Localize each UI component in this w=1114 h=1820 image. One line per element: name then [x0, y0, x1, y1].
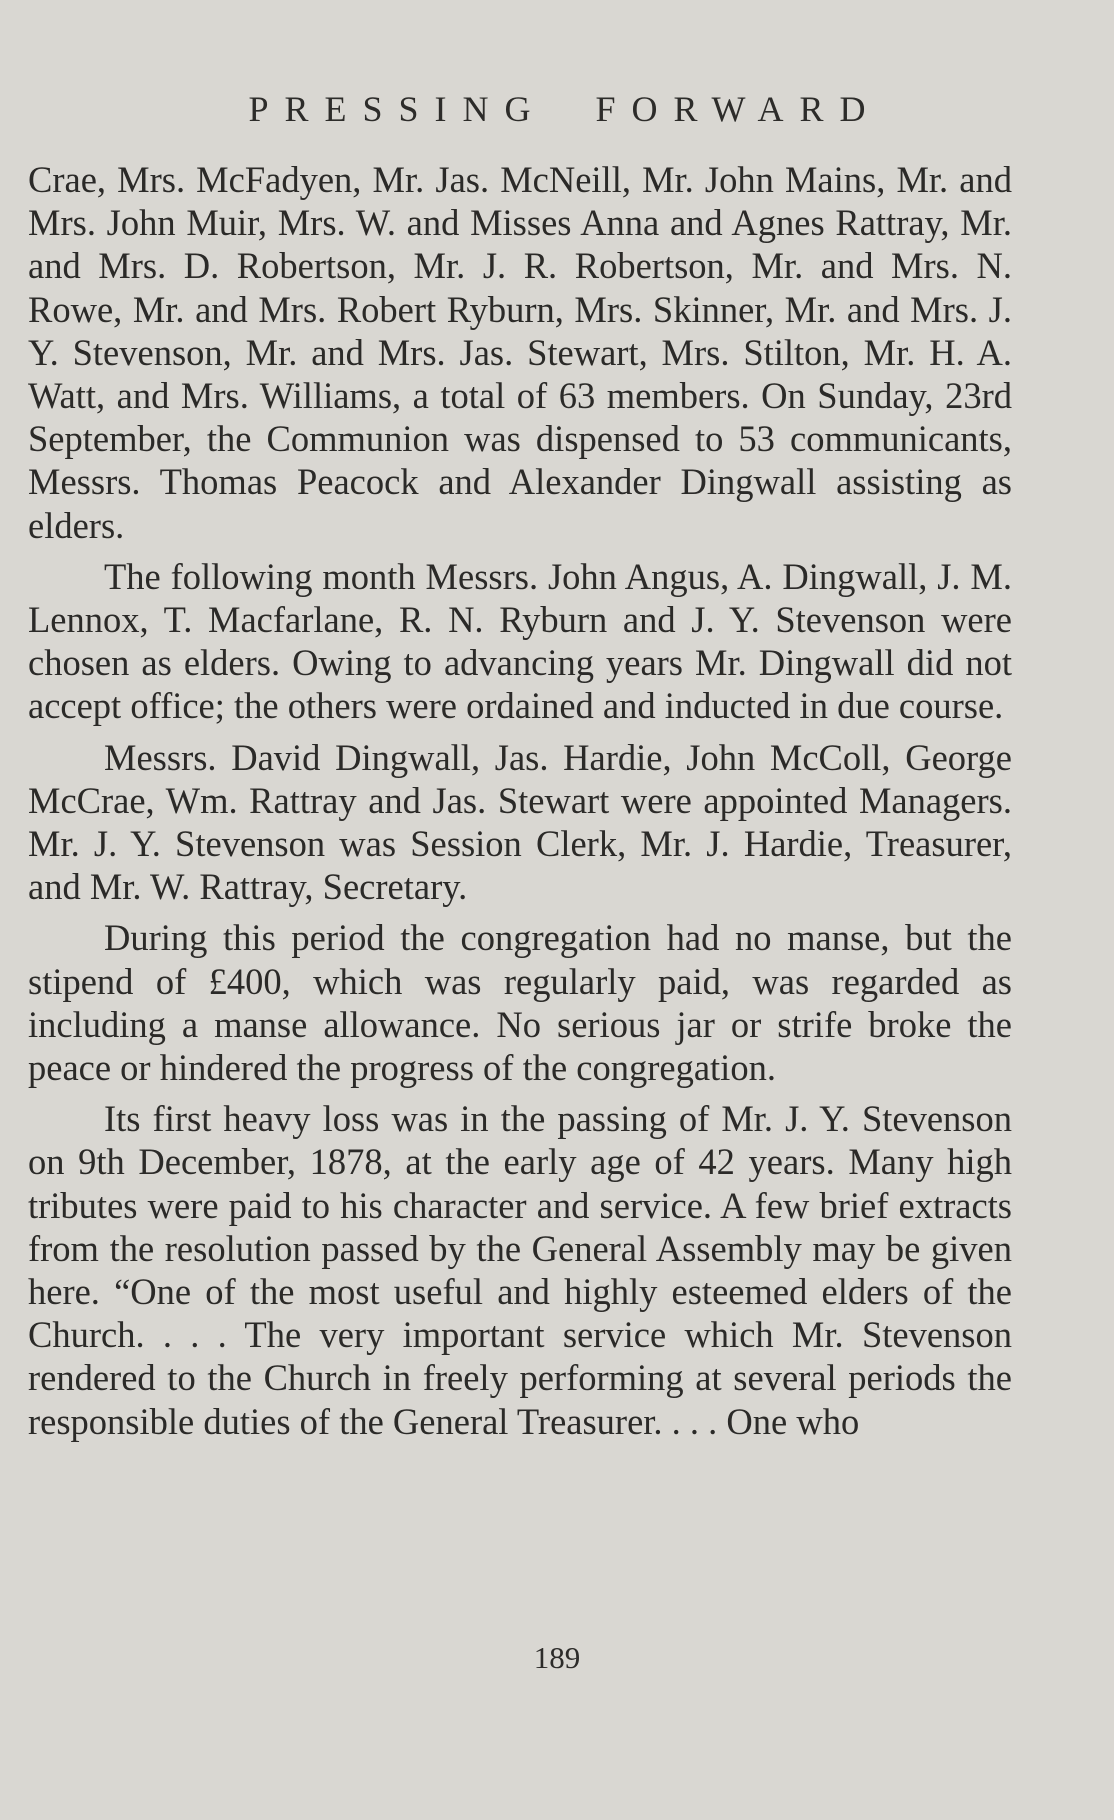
paragraph-elders-chosen: The following month Messrs. John Angus, A. Dingwall, J. M. Lennox, T. Macfarlane, R. N. Ryburn and J. Y. Stevenson were chosen as elders. Owing to advancing years Mr. Dingwall did not accept office; the others were ordained and inducted in due course.: [28, 555, 1012, 727]
page-number: 189: [533, 1640, 581, 1675]
paragraph-continued: Crae, Mrs. McFadyen, Mr. Jas. McNeill, Mr. John Mains, Mr. and Mrs. John Muir, Mrs. W. and Misses Anna and Agnes Rattray, Mr. and Mrs. D. Robertson, Mr. J. R. Robertson, Mr. and Mrs. N. Rowe, Mr. and Mrs. Robert Ryburn, Mrs. Skinner, Mr. and Mrs. J. Y. Stevenson, Mr. and Mrs. Jas. Stewart, Mrs. Stilton, Mr. H. A. Watt, and Mrs. Williams, a total of 63 members. On Sunday, 23rd September, the Communion was dispensed to 53 communicants, Messrs. Thomas Peacock and Alexander Dingwall assisting as elders.: [28, 159, 1012, 546]
paragraph-managers: Messrs. David Dingwall, Jas. Hardie, John McColl, George McCrae, Wm. Rattray and Jas. Stewart were appointed Managers. Mr. J. Y. Stevenson was Session Clerk, Mr. J. Hardie, Treasurer, and Mr. W. Rattray, Secretary.: [28, 736, 1012, 908]
paragraph-first-loss: Its first heavy loss was in the passing of Mr. J. Y. Stevenson on 9th December, 1878, at the early age of 42 years. Many high tributes were paid to his character and service. A few brief extracts from the resolution passed by the General Assembly may be given here. “One of the most useful and highly esteemed elders of the Church. . . . The very important service which Mr. Stevenson rendered to the Church in freely performing at several periods the responsible duties of the General Treasurer. . . . One who: [28, 1098, 1012, 1442]
paragraph-stipend: During this period the congregation had no manse, but the stipend of £400, which was regularly paid, was regarded as including a manse allowance. No serious jar or strife broke the peace or hindered the progress of the congregation.: [28, 917, 1012, 1089]
body-text: [28, 158, 1012, 1451]
running-head: PRESSING FORWARD: [248, 89, 882, 129]
